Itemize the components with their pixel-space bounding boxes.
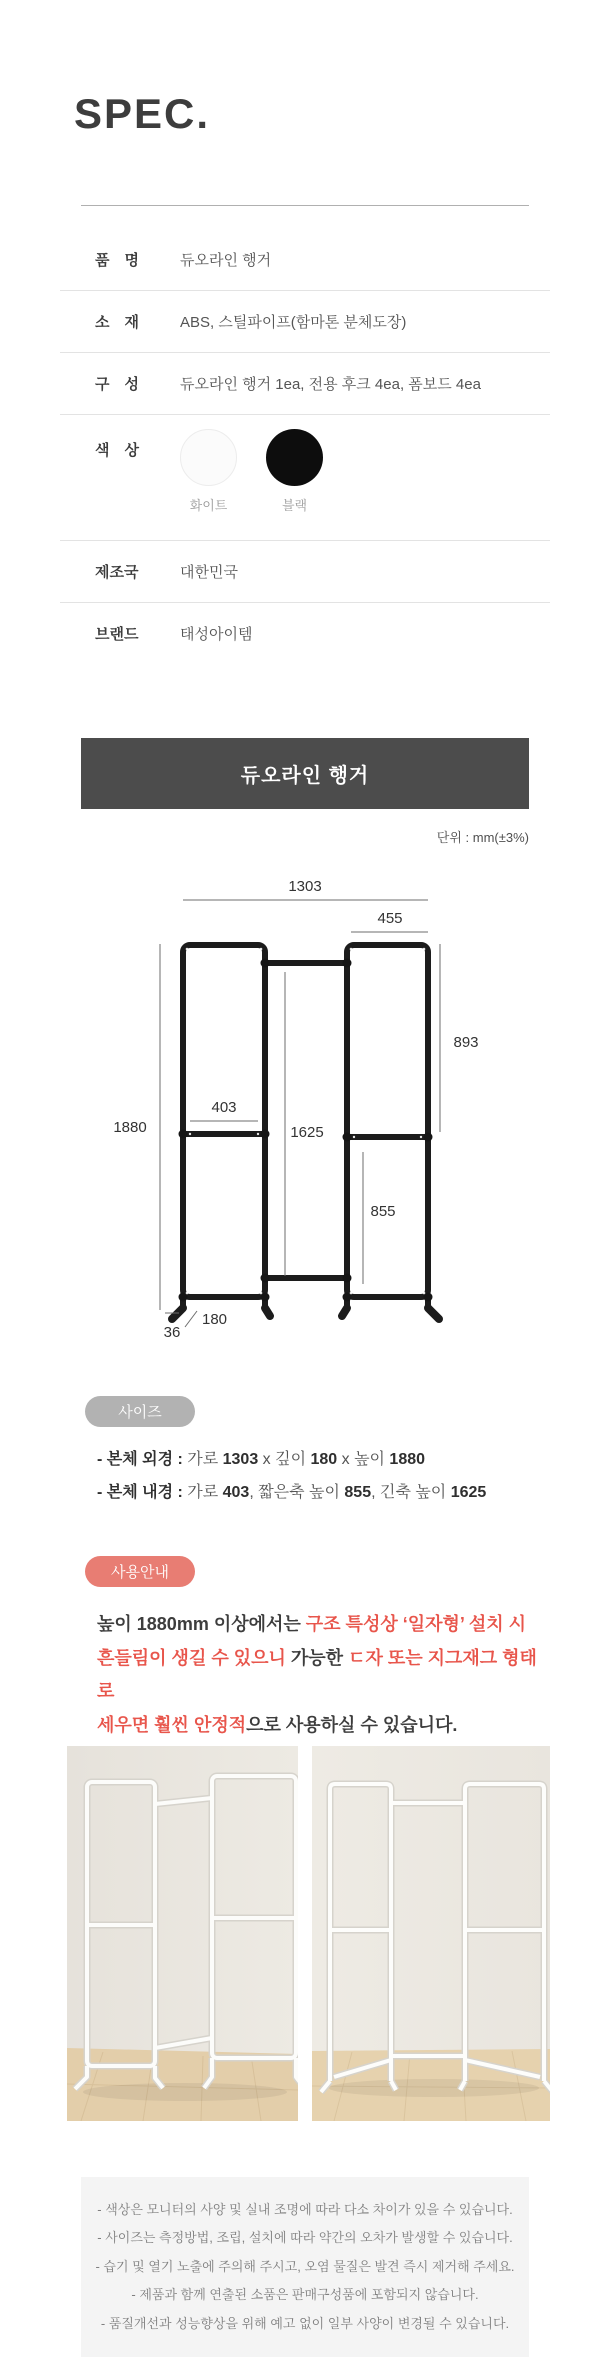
disclaimer-box [81, 2177, 529, 2357]
color-swatches [180, 415, 323, 526]
spec-value: 듀오라인 행거 [180, 252, 272, 269]
swatch-label: 블랙 [281, 498, 308, 513]
usage-badge: 사용안내 [85, 1556, 195, 1587]
size-inner-line: - 본체 내경 : 가로 403, 짧은축 높이 855, 긴축 높이 1625 [97, 1484, 487, 1501]
disclaimer-item: - 제품과 함께 연출된 소품은 판매구성품에 포함되지 않습니다. [131, 2287, 479, 2303]
white-swatch-dot [180, 429, 237, 486]
spec-value: ABS, 스틸파이프(함마톤 분체도장) [180, 314, 407, 331]
spec-label: 소 재 [95, 314, 139, 331]
spec-label: 색 상 [95, 442, 139, 459]
dim-center-height: 1625 [290, 1124, 324, 1141]
dim-right-upper-height: 893 [453, 1034, 479, 1051]
disclaimer-item: - 사이즈는 측정방법, 조립, 설치에 따라 약간의 오차가 발생할 수 있습니다. [97, 2230, 513, 2246]
swatch-label: 화이트 [189, 498, 228, 513]
dim-left-inner-width: 403 [211, 1099, 237, 1116]
usage-note: 높이 1880mm 이상에서는 구조 특성상 ‘일자형’ 설치 시 흔들림이 생길 수 있으니 가능한 ㄷ자 또는 지그재그 형태로 세우면 훨씬 안정적으로 사용하실 수 있습니다. [97, 1614, 537, 1735]
product-photo-zigzag [67, 1746, 298, 2121]
spec-table [60, 229, 550, 664]
spec-row-country [60, 541, 550, 603]
page-title: SPEC. [74, 90, 211, 137]
size-spec-lines [97, 1443, 486, 1509]
floor-shadow [83, 2083, 287, 2101]
dim-total-height: 1880 [113, 1119, 147, 1136]
black-swatch-dot [266, 429, 323, 486]
spec-row-product-name [60, 229, 550, 291]
spec-value: 태성아이템 [180, 626, 253, 643]
product-banner: 듀오라인 행거 [81, 738, 529, 809]
spec-label: 구 성 [95, 376, 139, 393]
size-outer-line: - 본체 외경 : 가로 1303 x 깊이 180 x 높이 1880 [97, 1451, 426, 1468]
floor-shadow [329, 2079, 539, 2097]
dim-foot: 36 [163, 1324, 181, 1340]
unit-note: 단위 : mm(±3%) [436, 830, 529, 845]
color-swatch-white [180, 429, 237, 514]
dim-depth: 180 [202, 1311, 228, 1328]
disclaimer-item: - 습기 및 열기 노출에 주의해 주시고, 오염 물질은 발견 즉시 제거해 주세요. [95, 2258, 515, 2274]
spec-label: 브랜드 [95, 626, 139, 643]
spec-row-material [60, 291, 550, 353]
disclaimer-item: - 품질개선과 성능향상을 위해 예고 없이 일부 사양이 변경될 수 있습니다. [100, 2315, 510, 2331]
spec-row-composition [60, 353, 550, 415]
dim-right-width: 455 [377, 910, 403, 927]
spec-value: 듀오라인 행거 1ea, 전용 후크 4ea, 폼보드 4ea [180, 376, 481, 393]
spec-value: 대한민국 [180, 564, 238, 581]
spec-label: 제조국 [95, 564, 139, 581]
product-photo-front [312, 1746, 550, 2121]
dimension-diagram [0, 860, 610, 1340]
color-swatch-black [266, 429, 323, 514]
dim-right-lower-height: 855 [370, 1203, 396, 1220]
spec-label: 품 명 [95, 252, 139, 269]
dim-total-width: 1303 [288, 878, 322, 895]
title-divider [81, 205, 529, 206]
size-badge: 사이즈 [85, 1396, 195, 1427]
spec-row-color [60, 415, 550, 541]
spec-row-brand [60, 603, 550, 664]
disclaimer-item: - 색상은 모니터의 사양 및 실내 조명에 따라 다소 차이가 있을 수 있습니다. [97, 2201, 513, 2217]
